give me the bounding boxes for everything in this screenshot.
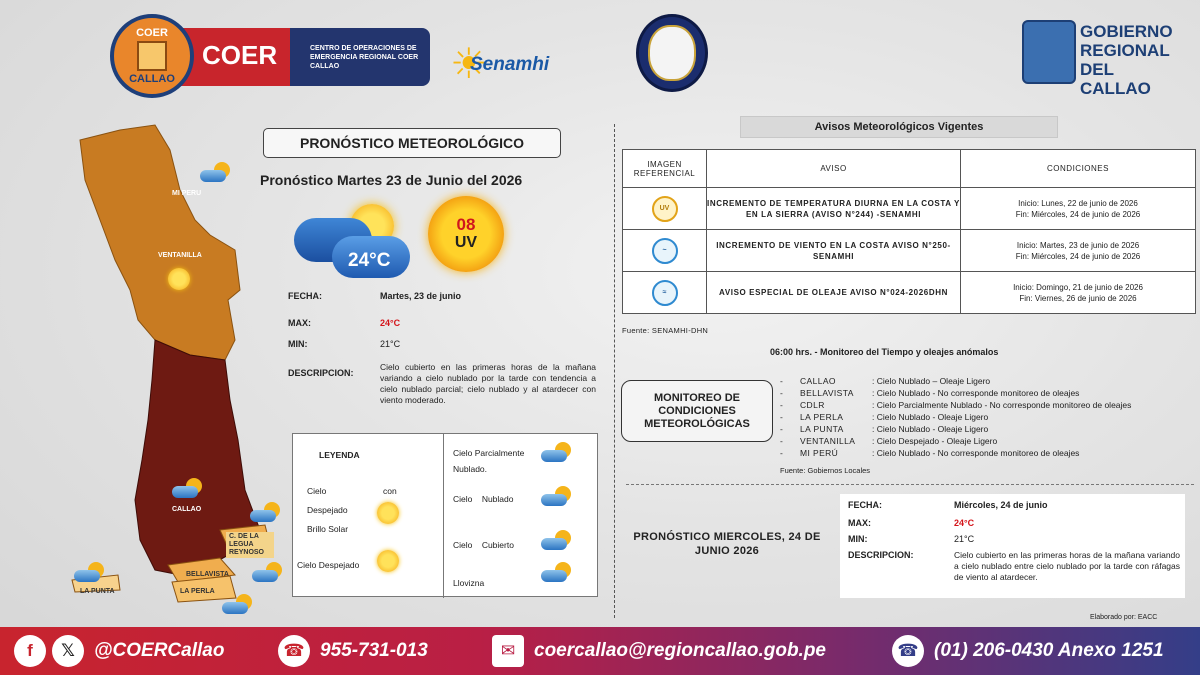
legend-partly-cloudy-icon <box>541 442 571 462</box>
fecha-value: Martes, 23 de junio <box>380 291 462 301</box>
map-label-callao: CALLAO <box>172 506 202 513</box>
seal-shield-icon <box>648 25 696 81</box>
coer-badge-top: COER <box>136 27 168 39</box>
callao-seal-logo <box>636 14 708 92</box>
fuente-gobiernos: Fuente: Gobiernos Locales <box>780 466 871 475</box>
elaborado-por: Elaborado por: EACC <box>1090 614 1158 621</box>
landline-contact[interactable] <box>892 635 1164 667</box>
wind-alert-icon: ~ <box>652 238 678 264</box>
forecast-temp: 24°C <box>348 250 391 271</box>
coer-badge-bottom: CALLAO <box>129 73 175 85</box>
aviso-fin: Fin: Miércoles, 24 de junio de 2026 <box>1015 209 1141 219</box>
map-region-north <box>80 125 240 360</box>
wed-descripcion-value: Cielo cubierto en las primeras horas de la mañana variando a cielo nublado entre cielo nublado por la tarde con ráfagas de viento al atardecer. <box>954 550 1180 582</box>
bellavista-cloudy-icon <box>252 562 282 582</box>
list-item: - LA PERLA : Cielo Nublado - Oleaje Ligero <box>780 412 989 422</box>
legend-title: LEYENDA <box>319 450 360 460</box>
wed-min-value: 21°C <box>954 534 975 544</box>
uv-index-badge <box>428 196 504 272</box>
max-label: MAX: <box>288 318 311 328</box>
legend-cubierto: Cielo Cubierto <box>453 540 514 550</box>
wednesday-forecast-box <box>840 494 1185 598</box>
legend-parcial-2: Nublado. <box>453 464 488 474</box>
aviso-fin: Fin: Miércoles, 24 de junio de 2026 <box>1015 251 1141 261</box>
max-value: 24°C <box>380 318 401 328</box>
legend-despejado: Despejado <box>307 505 348 515</box>
avisos-table <box>622 149 1196 314</box>
social-contact[interactable] <box>14 635 224 667</box>
email-address: coercallao@regioncallao.gob.pe <box>534 640 826 661</box>
list-item: - CDLR : Cielo Parcialmente Nublado - No corresponde monitoreo de oleajes <box>780 400 1132 410</box>
min-value: 21°C <box>380 339 401 349</box>
forecast-title: PRONÓSTICO METEOROLÓGICO <box>263 128 561 158</box>
gobierno-regional-logo <box>1022 14 1173 98</box>
list-item: - MI PERÚ : Cielo Nublado - No corresponde monitoreo de oleajes <box>780 448 1080 458</box>
map-label-mi-peru: MI PERU <box>172 190 202 197</box>
gobierno-emblem-icon <box>1022 20 1076 84</box>
avisos-title: Avisos Meteorológicos Vigentes <box>740 116 1058 138</box>
map-label-ventanilla: VENTANILLA <box>158 252 202 259</box>
landline-number: (01) 206-0430 Anexo 1251 <box>934 640 1164 661</box>
phone-contact[interactable] <box>278 635 428 667</box>
table-row <box>623 230 1196 272</box>
map-label-la-punta: LA PUNTA <box>80 588 115 595</box>
legend-parcial-1: Cielo Parcialmente <box>453 448 525 458</box>
wed-min-label: MIN: <box>848 534 868 544</box>
aviso-inicio: Inicio: Domingo, 21 de junio de 2026 <box>1013 282 1143 292</box>
landline-phone-icon: ☎ <box>892 635 924 667</box>
legend-despejado-full: Cielo Despejado <box>297 560 360 570</box>
legend-nublado: Cielo Nublado <box>453 494 514 504</box>
legend-brillo: Brillo Solar <box>307 524 349 534</box>
tower-icon <box>137 41 167 71</box>
header-imagen: IMAGEN REFERENCIAL <box>623 150 707 188</box>
legend-overcast-icon <box>541 530 571 550</box>
fecha-label: FECHA: <box>288 291 322 301</box>
uv-alert-icon: UV <box>652 196 678 222</box>
legend-drizzle-icon <box>541 562 571 582</box>
wednesday-forecast-title: PRONÓSTICO MIERCOLES, 24 DE JUNIO 2026 <box>633 531 821 557</box>
phone-number: 955-731-013 <box>320 640 428 661</box>
facebook-icon: f <box>14 635 46 667</box>
wave-alert-icon: ≈ <box>652 280 678 306</box>
list-item: - LA PUNTA : Cielo Nublado - Oleaje Ligero <box>780 424 989 434</box>
phone-icon: ☎ <box>278 635 310 667</box>
aviso-inicio: Inicio: Martes, 23 de junio de 2026 <box>1016 240 1140 250</box>
table-row <box>623 272 1196 314</box>
monitoreo-box-title <box>621 380 773 442</box>
legend-cloudy-icon <box>541 486 571 506</box>
x-twitter-icon: 𝕏 <box>52 635 84 667</box>
avisos-header-row <box>623 150 1196 188</box>
list-item: - BELLAVISTA : Cielo Nublado - No corresponde monitoreo de oleajes <box>780 388 1080 398</box>
contact-footer <box>0 627 1200 675</box>
aviso-text: INCREMENTO DE VIENTO EN LA COSTA AVISO N°250-SENAMHI <box>707 230 961 272</box>
wed-descripcion-label: DESCRIPCION: <box>848 550 914 560</box>
social-handle: @COERCallao <box>94 640 225 661</box>
uv-value: 08 <box>456 215 476 234</box>
coer-logo <box>110 14 430 98</box>
horizontal-divider <box>626 484 1194 485</box>
forecast-date-heading: Pronóstico Martes 23 de Junio del 2026 <box>260 172 523 188</box>
legua-partly-cloudy-icon <box>250 502 280 522</box>
uv-label: UV <box>454 234 478 251</box>
monitoreo-heading: 06:00 hrs. - Monitoreo del Tiempo y oleajes anómalos <box>770 347 999 357</box>
coer-badge <box>110 14 194 98</box>
callao-partly-cloudy-icon <box>172 478 202 498</box>
descripcion-value: Cielo cubierto en las primeras horas de la mañana variando a cielo nublado por la tarde con tendencia a cielo nublado parcial; cielo nublado y al atardecer con viento moderado. <box>380 362 596 405</box>
monitoreo-title-text: MONITOREO DE CONDICIONES METEOROLÓGICAS <box>644 391 750 430</box>
min-label: MIN: <box>288 339 308 349</box>
wed-max-value: 24°C <box>954 518 975 528</box>
legend-cielo: Cielo <box>307 486 327 496</box>
wed-fecha-label: FECHA: <box>848 500 882 510</box>
legend-con: con <box>383 486 397 496</box>
header-aviso: AVISO <box>707 150 961 188</box>
legend-sun-bright-icon <box>377 502 399 524</box>
senamhi-logo <box>450 40 570 92</box>
la-perla-cloudy-icon <box>222 594 252 614</box>
monitoreo-list <box>780 375 1190 459</box>
descripcion-label: DESCRIPCION: <box>288 368 354 378</box>
map-label-bellavista: BELLAVISTA <box>186 571 229 578</box>
header-condiciones: CONDICIONES <box>961 150 1196 188</box>
legend-box <box>292 433 598 597</box>
ventanilla-sun-icon <box>168 268 190 290</box>
vertical-divider <box>614 124 615 618</box>
aviso-text: AVISO ESPECIAL DE OLEAJE AVISO N°024-2026DHN <box>707 272 961 314</box>
list-item: - CALLAO : Cielo Nublado – Oleaje Ligero <box>780 376 991 386</box>
list-item: - VENTANILLA : Cielo Despejado - Oleaje Ligero <box>780 436 998 446</box>
legend-sun-clear-icon <box>377 550 399 572</box>
coer-word: COER <box>202 40 278 70</box>
coer-description: CENTRO DE OPERACIONES DE EMERGENCIA REGIONAL COER CALLAO <box>310 45 419 70</box>
table-row <box>623 188 1196 230</box>
mi-peru-partly-cloudy-icon <box>200 162 230 182</box>
mail-icon: ✉ <box>492 635 524 667</box>
wed-max-label: MAX: <box>848 518 871 528</box>
email-contact[interactable] <box>492 635 826 667</box>
map-label-la-perla: LA PERLA <box>180 588 215 595</box>
aviso-text: INCREMENTO DE TEMPERATURA DIURNA EN LA COSTA Y EN LA SIERRA (AVISO N°244) -SENAMHI <box>707 188 961 230</box>
senamhi-word: Senamhi <box>470 54 550 75</box>
fuente-senamhi: Fuente: SENAMHI-DHN <box>622 326 709 335</box>
aviso-inicio: Inicio: Lunes, 22 de junio de 2026 <box>1018 198 1138 208</box>
legend-llovizna: Llovizna <box>453 578 485 588</box>
map-label-legua: C. DE LA LEGUA REYNOSO <box>226 532 274 558</box>
wed-fecha-value: Miércoles, 24 de junio <box>954 500 1048 510</box>
la-punta-cloudy-icon <box>74 562 104 582</box>
gobierno-text: GOBIERNO REGIONAL DEL CALLAO <box>1080 22 1173 98</box>
senamhi-sun-icon: ☀ <box>450 40 488 87</box>
aviso-fin: Fin: Viernes, 26 de junio de 2026 <box>1019 293 1137 303</box>
